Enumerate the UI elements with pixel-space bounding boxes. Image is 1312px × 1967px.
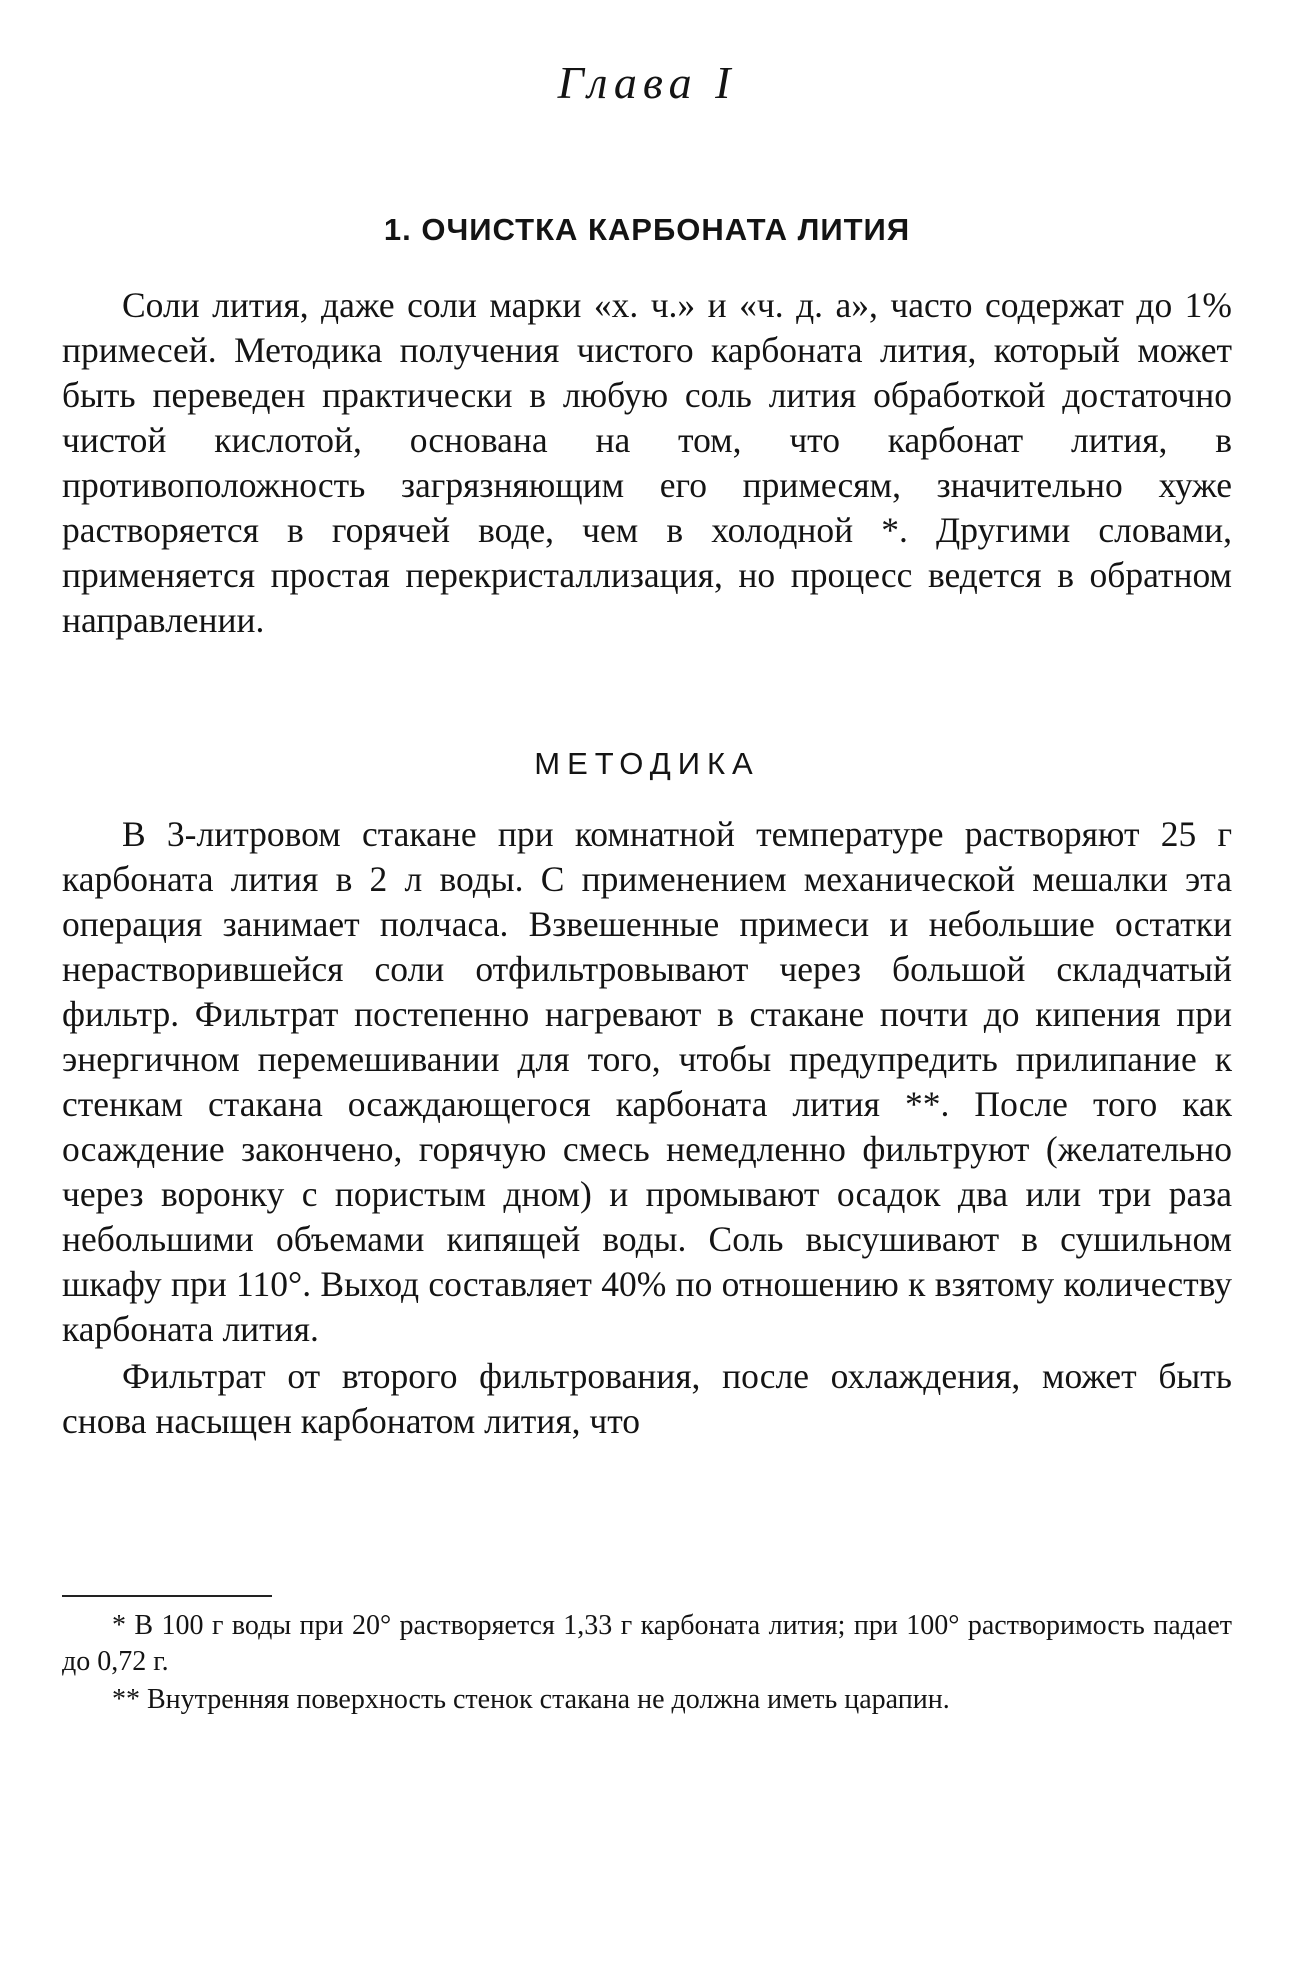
footnotes-block — [62, 1608, 1232, 1718]
method-paragraph: Фильтрат от второго фильтрования, после охлаждения, может быть снова насыщен карбонатом лития, что — [62, 1356, 1232, 1441]
method-paragraph: В 3-литровом стакане при комнатной температуре растворяют 25 г карбоната лития в 2 л воды. С применением механической мешалки эта операция занимает полчаса. Взвешенные примеси и небольшие остатки нерастворившейся соли отфильтровывают через большой складчатый фильтр. Фильтрат постепенно нагревают в стакане почти до кипения при энергичном перемешивании для того, чтобы предупредить прилипание к стенкам стакана осаждающегося карбоната лития **. После того как осаждение закончено, горячую смесь немедленно фильтруют (желательно через воронку с пористым дном) и промывают осадок два или три раза небольшими объемами кипящей воды. Соль высушивают в сушильном шкафу при 110°. Выход составляет 40% по отношению к взятому количеству карбоната лития. — [62, 814, 1232, 1349]
section-heading: 1. ОЧИСТКА КАРБОНАТА ЛИТИЯ — [383, 212, 911, 247]
chapter-title: Глава I — [557, 57, 737, 108]
footnote: * В 100 г воды при 20° растворяется 1,33 г карбоната лития; при 100° растворимость падает до 0,72 г. — [62, 1610, 1232, 1677]
footnote: ** Внутренняя поверхность стенок стакана не должна иметь царапин. — [112, 1684, 950, 1715]
method-block — [62, 812, 1232, 1444]
footnote-divider — [62, 1595, 272, 1597]
book-page — [62, 0, 1232, 1967]
method-heading: МЕТОДИКА — [534, 746, 760, 781]
intro-paragraph: Соли лития, даже соли марки «х. ч.» и «ч. д. а», часто содержат до 1% примесей. Методика получения чистого карбоната лития, который может быть переведен практически в любую соль лития обработкой достаточно чистой кислотой, основана на том, что карбонат лития, в противоположность загрязняющим его примесям, значительно хуже растворяется в горячей воде, чем в холодной *. Другими словами, применяется простая перекристаллизация, но процесс ведется в обратном направлении. — [62, 285, 1232, 640]
intro-block — [62, 283, 1232, 643]
